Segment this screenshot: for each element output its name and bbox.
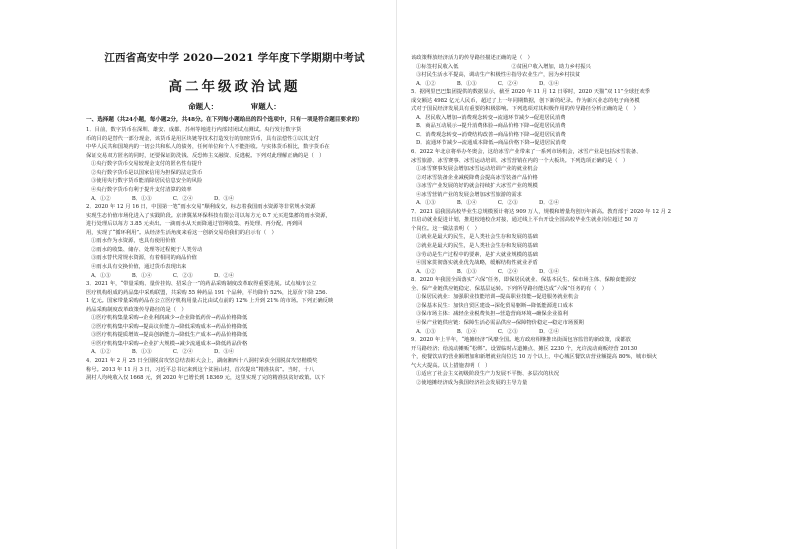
- right-text-line: ②对冰雪装备企业减税降费会提高冰雪装备产品价格: [416, 174, 538, 181]
- right-text-line: ③冰雪产业发展的好的就会持续扩大冰雪产业的规模: [416, 183, 538, 190]
- right-text-line: 全、保产业链供应链稳定、保基层运转。下列所导路径能达成“六保”任务的有（ ）: [411, 285, 608, 292]
- left-text-line: ④央行数字货币有利于提升支付清算的效率: [91, 187, 192, 194]
- right-text-line: 5．据网里巴巴集团提供的数据显示，截至 2020 年 11 月 12 日零时，2020 天猫“双 11”全球狂欢季: [411, 89, 650, 96]
- left-text-line: 1 亿元。国家带量采购药品在公立医疗机构用量占比由试点前的 12% 上升到 21% 的市场。下列正确反映: [86, 298, 334, 305]
- left-text-line: ②央行数字货币是以国家信用为担保的法定货币: [91, 169, 203, 176]
- right-text-line: 冰雪旅游、冰雪赛事、冰雪运动培训、冰雪营销在内的一个大板块。下列选项正确的是（ ）: [411, 157, 629, 164]
- left-text-line: ④雨水具有交换价值，通过货币表现出来: [91, 263, 187, 270]
- left-text-line: 实现生态价值市场化进入了实践阶段。京津冀某环保科技有限公司以每方元 0.7 元买进集蓄的雨水资源，: [86, 212, 331, 219]
- left-text-line: 进行处理后以每方 3.85 元卖出。一滴雨水从天而降通过管网收集、再处理、再分配，再到回: [86, 221, 303, 228]
- left-text-line: 2．2020 年 12 月 16 日，中国第一笔“雨水交易”顺利成交，标志着我国雨水资源等非常规水资源: [86, 204, 316, 211]
- right-text-line: B．商品互动展示→提升消费体验→商品价格下降→促进居民消费: [416, 123, 566, 130]
- left-text-line: 币的目的是替代一部分现金，该货币是用区块链等技术打造发行的加密货币，具有法偿性①以其支付: [86, 135, 320, 142]
- left-text-line: ④医疗机构集中采购→企业扩大规模→减少流通成本→降低药品价格: [91, 340, 248, 347]
- left-text-line: ①医疗机构集量采购→企业利润减少→企业降低药价→药品价格降低: [91, 315, 248, 322]
- left-text-line: ②医疗机构集中采购→提高议价能力→降低采购成本→药品价格降低: [91, 323, 248, 330]
- left-text-line: A．①③ B．①④ C．②③ D．②④: [91, 272, 235, 279]
- right-text-line: 成交额达 4982 亿元人民币，超过了上一年同期数据，创下新的纪录。作为新兴业态的电子商务模: [411, 97, 640, 104]
- right-text-line: 日启动就业促进计划，推进校地校企对接，通过线上平台开设全国高校毕业生就业岗位超过 50 万: [411, 217, 639, 224]
- right-text-line: ②就业是最大的民生，是人类社会生存和发展的基础: [416, 243, 538, 250]
- left-text-line: 中华人民共和国境内的一切公共和私人的债务，任何单位和个人不能拒收。与实体货币相比，数字货币在: [86, 144, 330, 151]
- right-text-line: ①标签村民收入低 ②贫困户收入增加，助力乡村振兴: [416, 63, 591, 70]
- right-text-line: ④冰雪营销产业的发展会增加冰雪旅游的需求: [416, 191, 522, 198]
- right-text-line: A．①③ B．①④ C．②③ D．②④: [416, 328, 560, 335]
- right-text-line: ②保基本民生：加快自贸区建设→深化贸易躯断→降低能源进口成本: [416, 302, 574, 309]
- right-text-line: A．①② B．①③ C．②④ D．③④: [416, 268, 560, 275]
- left-text-line: 3．2021 年，“带量采购、量价挂钩、招采合一”的药品采购制度改革取得重要进展。试点城市公立: [86, 281, 317, 288]
- right-text-line: ①冰雪赛事发展会增加冰雪运动培训产业的就业机会: [416, 166, 538, 173]
- school-exam-header: 江西省高安中学 2020—2021 学年度下学期期中考试: [104, 52, 365, 64]
- right-text-line: ①就业是最大的民生，是人类社会生存和发展的基础: [416, 234, 538, 241]
- right-text-line: ①保居民就业：加强职业技能培训→提高职业技能→促进服务就业机会: [416, 294, 579, 301]
- right-text-line: ②使地摊经济成为我国经济社会发展的主导力量: [416, 379, 528, 386]
- left-question-text: [86, 126, 383, 382]
- left-text-line: 医疗机构组成的药品集中采购联盟，共采购 55 种药品 191 个品种，平均降价 52%，比原价下降 256.: [86, 289, 328, 296]
- right-text-line: A．①③ B．①④ C．②③ D．②④: [416, 200, 560, 207]
- left-text-line: ③使用央行数字货币能消除居民信息安全的风险: [91, 178, 203, 185]
- right-text-line: ④保产业链供应链：保障生活必需品供应→保障物价稳定→稳定市场预期: [416, 319, 584, 326]
- right-text-line: 6．2022 年北京将举办冬奥会，这给冰雪产业带来了一系列市场机会，冰雪产业是包括冰雪装备、: [411, 149, 642, 156]
- left-text-line: 4．2021 年 2 月 25 日全国脱贫攻坚总结表彰大会上，湖南湘西十八洞村荣获全国脱贫攻坚楷模奖: [86, 357, 318, 364]
- left-text-line: 用，实现了“循环利用”。从经济生活角度来看这一创新交易给我们的启示有（ ）: [86, 229, 277, 236]
- right-text-line: 该政策释放经济活力的传导路径描述正确的是（ ）: [411, 55, 533, 61]
- section-heading: 一、选择题（共24小题，每小题2分，共48分。在下列每小题给出的四个选项中，只有一项是符合题目要求的）: [86, 117, 363, 123]
- right-text-line: 个岗位。这一做法表明（ ）: [411, 225, 480, 232]
- left-text-line: ③雨水替代常规水资源，有着相同的商品价值: [91, 255, 197, 262]
- right-text-line: ③劳动是生产过程中的要素，是扩大就业规模的基础: [416, 251, 538, 258]
- right-text-line: ①适应了社会主义初级阶段生产力发展不平衡、多层次的状况: [416, 371, 560, 378]
- left-text-line: 保证交易双方匿名的同时，还要保证防洗钱、反恐怖主义融资、反逃税。下列对此理解正确的是（ ）: [86, 152, 325, 159]
- left-text-line: ①央行数字货币交易较现金支付的匿名性有提升: [91, 161, 203, 168]
- left-text-line: 洞村人均纯收入仅 1668 元，到 2020 年已增长到 18369 元，这里实现了完的精准扶贫好政策。以下: [86, 375, 326, 382]
- right-text-line: 7．2021 届我国高校毕业生总规模预计将达 909 万人，规模和增量均创历年新高。教育部于 2020 年 12 月 2: [411, 208, 672, 215]
- right-text-line: 气大大提高。以上措施表明（ ）: [411, 362, 491, 369]
- right-question-text: [411, 54, 772, 387]
- right-text-line: 8．2020 年我国全面落实“六保”任务，即保居民就业、保基本民生、保市场主体、保粮食能源安: [411, 277, 637, 284]
- left-text-line: ①雨水作为水资源，也具有使用价值: [91, 238, 176, 245]
- left-text-line: 1．目前，数字货币在深圳、雄安、成都、苏州等地进行内部封闭试点测试。央行发行数字货: [86, 127, 302, 134]
- right-text-line: ④国家贯彻落实就业优先战略，缓解结构性就业矛盾: [416, 260, 538, 267]
- left-text-line: 药品采购制度改革政策传导路径的是（ ）: [86, 306, 187, 313]
- right-text-line: ③村民生活水平提高，调动生产积极性④指导农业生产，因为乡村扶贫: [416, 72, 581, 79]
- right-column: [397, 0, 794, 549]
- left-text-line: A．①② B．①③ C．②④ D．③④: [91, 195, 235, 202]
- left-text-line: 称号。2013 年 11 月 3 日，习近平总书记来到这个贫困山村，首次提出“精准扶贫”。当时，十八: [86, 366, 315, 373]
- right-text-line: 9．2020 年上半年，“地摊经济”风靡全国。地方政府相继推出街面包容监管的新政策，成都放: [411, 337, 631, 344]
- exam-title: 高二年级政治试题: [168, 79, 301, 95]
- right-text-line: C．消费观念转变→消费结构改善→商品价格下降→促进居民消费: [416, 131, 566, 138]
- right-text-line: A．居民收入增加→消费观念转变→流通环节减少→促进居民消费: [416, 114, 566, 121]
- left-text-line: ③医疗机构提质增效→提高创新能力→降低生产成本→药品价格降低: [91, 332, 248, 339]
- right-text-line: ③保市场主体：减轻企业税费负担→营造营商环境→确保企业盈利: [416, 311, 568, 318]
- authors-line: 命题人： 审题人：: [188, 102, 281, 111]
- right-text-line: 式对于国民经济发展具有重要的积极影响。下列选项对其积极作用的传导路径分析正确的是（ ）: [411, 106, 639, 113]
- right-text-line: A．①② B．①③ C．②④ D．③④: [416, 80, 560, 87]
- left-text-line: A．①② B．①③ C．②④ D．③④: [91, 349, 235, 356]
- right-text-line: 开马路经济；给流动摊贩“松绑”。设置临时占道摊点、摊区 2230 个，允许流动商贩经营 20130: [411, 345, 638, 352]
- right-text-line: D．流通环节减少→流通成本降低→商品价格下降→促进居民消费: [416, 140, 566, 147]
- right-text-line: 个，使餐饮店的营业额增加和新增就业岗位达 10 万个以上，中心城区餐饮店营业额提高 80%，城市烟火: [411, 354, 658, 361]
- left-text-line: ②雨水的收集、储存、处理等过程便于人类劳动: [91, 246, 203, 253]
